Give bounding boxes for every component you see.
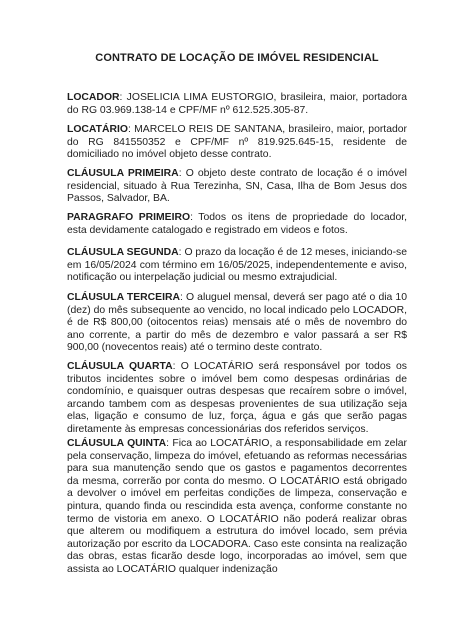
paragraph-label: CLÁUSULA PRIMEIRA [67, 168, 179, 179]
paragraph-clausula-terceira [67, 292, 407, 355]
paragraph-clausula-quinta [67, 438, 407, 577]
paragraph-text: : Todos os itens de propriedade do locador, esta devidamente catalogado e registrado em videos e fotos. [67, 212, 407, 236]
document-title: CONTRATO DE LOCAÇÃO DE IMÓVEL RESIDENCIAL [95, 52, 379, 64]
paragraph-paragrafo-primeiro [67, 212, 407, 237]
paragraph-label: CLÁUSULA QUARTA [67, 361, 173, 372]
paragraph-text: : MARCELO REIS DE SANTANA, brasileiro, maior, portador do RG 841550352 e CPF/MF nº 819.925.645-15, residente de domiciliado no imóvel objeto desse contrato. [67, 124, 407, 161]
paragraph-text: : O aluguel mensal, deverá ser pago até o dia 10 (dez) do mês subsequente ao vencido, no local indicado pelo LOCADOR, é de R$ 800,00 (oitocentos reias) mensais até o mês de novembro do ano corrente, a partir do mês de dezembro e valor passará a ser R$ 900,00 (novecentos reais) até o termino deste contrato. [67, 292, 407, 354]
paragraph-clausula-segunda [67, 247, 407, 285]
paragraph-clausula-primeira [67, 168, 407, 206]
paragraph-label: LOCATÁRIO [67, 124, 128, 135]
paragraph-text: : O objeto deste contrato de locação é o imóvel residencial, situado à Rua Terezinha, SN, Casa, Ilha de Bom Jesus dos Passos, Salvador, BA. [67, 168, 407, 205]
paragraph-locador [67, 92, 407, 117]
paragraph-text: : O prazo da locação é de 12 meses, iniciando-se em 16/05/2024 com término em 16/05/2025, independentemente e aviso, notificação ou interpelação judicial ou mesmo extrajudicial. [67, 247, 407, 284]
paragraph-label: PARAGRAFO PRIMEIRO [67, 212, 191, 223]
paragraph-label: CLÁUSULA TERCEIRA [67, 292, 180, 303]
paragraph-text: : JOSELICIA LIMA EUSTORGIO, brasileira, maior, portadora do RG 03.969.138-14 e CPF/MF nº 612.525.305-87. [67, 92, 407, 116]
paragraph-label: CLÁUSULA SEGUNDA [67, 247, 179, 258]
paragraph-clausula-quarta [67, 361, 407, 437]
paragraph-text: : Fica ao LOCATÁRIO, a responsabilidade em zelar pela conservação, limpeza do imóvel, efetuando as reformas necessárias para sua manutenção sendo que os gastos e pagamentos decorrentes da mesma, correrão por conta do mesmo. O LOCATÁRIO está obrigado a devolver o imóvel em perfeitas condições de limpeza, conservação e pintura, quando finda ou rescindida esta avença, conforme constante no termo de vistoria em anexo. O LOCATÁRIO não poderá realizar obras que alterem ou modifiquem a estrutura do imóvel locado, sem prévia autorização por escrito da LOCADORA. Caso este consinta na realização das obras, estas ficarão desde logo, incorporadas ao imóvel, sem que assista ao LOCATÁRIO qualquer indenização [67, 438, 408, 575]
paragraph-label: CLÁUSULA QUINTA [67, 438, 167, 449]
paragraph-locatario [67, 124, 407, 162]
paragraph-label: LOCADOR [67, 92, 120, 103]
paragraph-text: : O LOCATÁRIO será responsável por todos os tributos incidentes sobre o imóvel bem como despesas ordinárias de condomínio, e quaisquer outras despesas que recaírem sobre o imóvel, arcando tambem com as despesas provenientes de sua utilização seja elas, ligação e consumo de luz, força, água e gás que serão pagas diretamente às empresas concessionárias dos referidos serviços. [67, 361, 407, 435]
